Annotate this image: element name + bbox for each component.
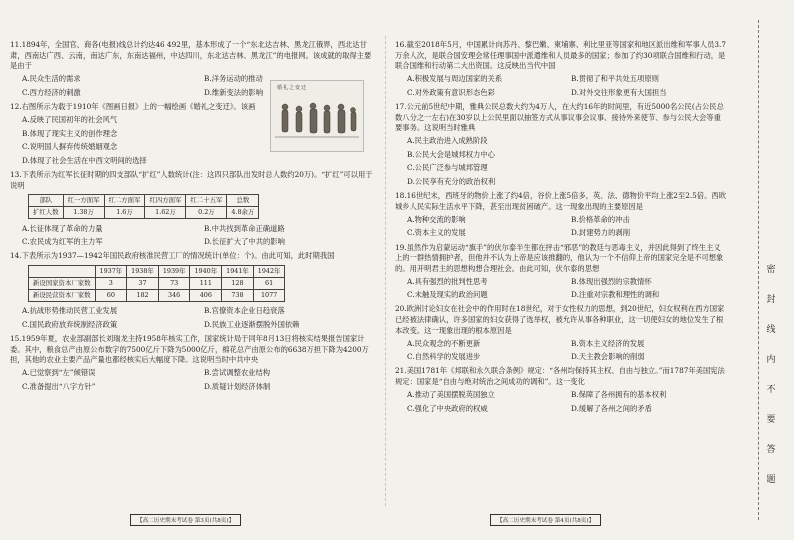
table-row	[29, 207, 259, 219]
option-b[interactable]: B.尝试调整农业结构	[204, 368, 271, 378]
table-cell: 1.62万	[145, 207, 186, 219]
option-c[interactable]: C.西方经济的刺激	[22, 87, 81, 97]
option-a[interactable]: A.民主政治进入成熟阶段	[407, 136, 488, 146]
army-recruitment-table	[28, 194, 259, 219]
table-header: 1937年	[95, 265, 127, 277]
option-d[interactable]: D.封建势力的剥削	[571, 228, 630, 238]
option-a[interactable]: A.物种交流的影响	[407, 214, 466, 224]
option-d[interactable]: D.长征扩大了中共的影响	[204, 237, 285, 247]
option-d[interactable]: D.质疑计划经济体制	[204, 381, 271, 391]
option-c[interactable]: C.农民成为红军的主力军	[22, 237, 103, 247]
option-c[interactable]: C.资本主义的发展	[407, 228, 466, 238]
table-row	[29, 277, 285, 289]
question-stem: 15.1959年夏，农业部副部长刘瑞龙主持1958年核实工作，国家统计局于同年8月13日将核实结果报告国家计委。其中，粮食总产由原公布数字的7500亿斤下降为5000亿斤，棉花总产由原公布的6638万担下降为4200万担，其他的农业主要产品产量也都经核实后大幅度下降。这说明当时中共中央	[10, 334, 369, 365]
table-cell: 1.38万	[63, 207, 104, 219]
table-header: 1942年	[253, 265, 285, 277]
page-footer-left: 【高二历史期末考试卷 第3页(共8页)】	[130, 514, 241, 526]
table-header	[29, 265, 96, 277]
seal-word: 题	[766, 475, 776, 485]
table-cell: 128	[222, 277, 254, 289]
table-cell: 73	[158, 277, 190, 289]
option-b[interactable]: B.中共找到革命正确道路	[204, 223, 285, 233]
question-stem: 21.美国1781年《邦联和永久联合条例》规定：“各州均保持其主权、自由与独立。”而1787年美国宪法规定：国家是“自由与绝对统治之间成功的调和”。这一变化	[395, 366, 725, 387]
table-cell: 182	[127, 289, 159, 301]
table-header: 红一方面军	[63, 195, 104, 207]
option-d[interactable]: D.注重对宗教和理性的调和	[571, 290, 660, 300]
option-c[interactable]: C.强化了中央政府的权威	[407, 403, 488, 413]
illustration-caption: 婚礼之变迁	[277, 85, 308, 91]
option-d[interactable]: D.公民享有充分的政治权利	[407, 177, 496, 187]
page-footer-right: 【高二历史期末考试卷 第4页(共8页)】	[490, 514, 601, 526]
question-21	[395, 366, 727, 415]
option-a[interactable]: A.反映了民国初年的社会风气	[22, 115, 118, 125]
table-header: 1940年	[190, 265, 222, 277]
option-a[interactable]: A.抗战形势推动民营工业发展	[22, 306, 118, 316]
table-header: 1941年	[222, 265, 254, 277]
table-cell: 37	[127, 277, 159, 289]
table-cell: 新设国家资本厂家数	[29, 277, 96, 289]
seal-dashed-line	[758, 20, 759, 520]
table-row	[29, 289, 285, 301]
option-b[interactable]: B.体现出强烈的宗教情怀	[571, 276, 652, 286]
option-c[interactable]: C.自然科学的发展进步	[407, 352, 481, 362]
seal-word: 要	[766, 415, 776, 425]
question-stem: 13.下表所示为红军长征时期的四支部队“扩红”人数统计(注：这四只部队出发时总人数约20万)。“扩红”可以用于说明	[10, 169, 373, 190]
seal-word: 密	[766, 265, 776, 275]
table-header: 1939年	[158, 265, 190, 277]
table-cell: 扩红人数	[29, 207, 64, 219]
table-cell: 61	[253, 277, 285, 289]
table-cell: 60	[95, 289, 127, 301]
question-18	[395, 191, 727, 240]
option-b[interactable]: B.官僚资本企业日趋衰落	[204, 306, 285, 316]
seal-word: 线	[766, 325, 776, 335]
option-b[interactable]: B.资本主义经济的发展	[571, 338, 645, 348]
table-cell: 0.2万	[186, 207, 227, 219]
option-c[interactable]: C.未触及现实的政治问题	[407, 290, 488, 300]
question-stem: 18.16世纪末，西班牙的物价上涨了约4倍，谷价上涨5倍多，英、法、德物价平均上涨2至2.5倍。西欧城乡人民实际生活水平下降，甚至出现贫困破产。这一现象出现的主要原因是	[395, 191, 726, 211]
question-14	[10, 251, 378, 332]
option-b[interactable]: B.洋务运动的推动	[204, 74, 263, 84]
option-a[interactable]: A.积极发展与周边国家的关系	[407, 74, 503, 84]
wedding-illustration	[270, 80, 364, 152]
option-b[interactable]: B.价格革命的冲击	[571, 214, 630, 224]
question-17	[395, 102, 727, 189]
option-d[interactable]: D.维新变法的影响	[204, 87, 263, 97]
seal-word: 内	[766, 355, 776, 365]
table-header: 红二方面军	[104, 195, 145, 207]
option-c[interactable]: C.公民广泛参与城邦管理	[407, 163, 488, 173]
option-d[interactable]: D.对外交往形象更有大国担当	[571, 87, 667, 97]
question-stem: 19.虽然作为启蒙运动“旗手”的伏尔泰半生都在抨击“邪恶”的教廷与恶毒主义，并因此得到了终生主义上的一群热情拥护者，但他并不认为上帝是应该推翻的，他认为一个不信仰上帝的国家完全是不可想象的。用开明君主的思想构想合理社会。由此可知，伏尔泰的思想	[395, 242, 724, 273]
question-16	[395, 40, 727, 100]
question-stem: 17.公元前5世纪中期，雅典公民总数大约为4万人，在大约16年的时间里，有近5000名公民(占公民总数八分之一左右)在30岁以上公民里面以抽签方式从事议事会议事、接待外来使节、参与公民大会等重要事务。这说明当时雅典	[395, 101, 724, 133]
option-b[interactable]: B.公民大会是城邦权力中心	[407, 149, 495, 159]
option-c[interactable]: C.国民政府放弃统制经济政策	[22, 320, 118, 329]
question-19	[395, 243, 727, 303]
option-a[interactable]: A.已觉察到“左”倾错误	[22, 368, 96, 378]
option-b[interactable]: B.贯彻了和平共处五项原则	[571, 74, 659, 84]
option-d[interactable]: D.缓解了各州之间的矛盾	[571, 403, 652, 413]
right-column	[395, 40, 727, 418]
option-d[interactable]: D.民族工业逐渐摆脱外国依赖	[204, 320, 300, 329]
option-c[interactable]: C.对外政策有意识形态色彩	[407, 87, 495, 97]
question-20	[395, 304, 727, 364]
option-b[interactable]: B.体现了现实主义的创作理念	[22, 128, 118, 138]
seal-word: 封	[766, 295, 776, 305]
option-b[interactable]: B.保障了各州拥有的基本权利	[571, 390, 667, 400]
factory-table	[28, 265, 285, 302]
table-cell: 111	[190, 277, 222, 289]
table-header: 总数	[227, 195, 259, 207]
question-stem: 16.截至2018年5月，中国累计向苏丹、黎巴嫩、柬埔寨、利比里亚等国家和地区派出维和军事人员3.7万余人次，是联合国安理会常任理事国中派遣维和人员最多的国家；参加了约30项联合国维和行动，是联合国维和行动第二大出资国。这反映出当代中国	[395, 40, 726, 71]
option-d[interactable]: D.体现了社会生活在中西文明间的选择	[22, 155, 147, 165]
option-a[interactable]: A.民众生活的需求	[22, 74, 81, 84]
question-15	[10, 334, 378, 394]
seal-line-margin	[744, 0, 794, 540]
table-cell: 1077	[253, 289, 285, 301]
option-d[interactable]: D.天主教会影响的削弱	[571, 352, 645, 362]
seal-word: 答	[766, 445, 776, 455]
option-a[interactable]: A.民众观念的不断更新	[407, 338, 481, 348]
question-stem: 14.下表所示为1937—1942年国民政府核准民营工厂的情况统计(单位：个)。由此可知，此时期我国	[10, 251, 335, 261]
table-header: 红四方面军	[145, 195, 186, 207]
wedding-figures-icon	[271, 81, 363, 151]
question-stem: 12.右图所示为载于1910年《图画日报》上的一幅绘画《婚礼之变迁》。该画	[10, 101, 256, 111]
option-a[interactable]: A.长征体现了革命的力量	[22, 223, 103, 233]
column-divider	[385, 36, 386, 506]
option-a[interactable]: A.推动了美国摆脱英国独立	[407, 390, 495, 400]
table-cell: 406	[190, 289, 222, 301]
table-header: 1938年	[127, 265, 159, 277]
table-header: 红二十五军	[186, 195, 227, 207]
option-a[interactable]: A.具有强烈的批判性思考	[407, 276, 488, 286]
question-stem: 20.欧洲讨论妇女在社会中的作用时在18世纪，对于女性权力的思想，到20世纪，妇女权利在西方国家已经被法律确认，许多国家的妇女获得了选举权，被允许从事各种职业，这一切使妇女的地位发生了根本改变。这一现象出现的根本原因是	[395, 304, 725, 335]
table-header: 部队	[29, 195, 64, 207]
table-cell: 738	[222, 289, 254, 301]
option-c[interactable]: C.准备提出“八字方针”	[22, 381, 96, 391]
question-stem: 11.1894年，全国官、商各(电报)线总计约达46 492里，基本形成了一个“东北达吉林、黑龙江俄界，西北达甘肃，西南达广西、云南，南达广东，东南达福州，中达四川，东北达吉林、黑龙江”的电报网。该成就的取得主要是由于	[10, 40, 372, 71]
table-cell: 1.6万	[104, 207, 145, 219]
table-cell: 4.8余万	[227, 207, 259, 219]
question-12	[10, 102, 265, 168]
table-cell: 3	[95, 277, 127, 289]
table-cell: 新设民营资本厂家数	[29, 289, 96, 301]
table-cell: 346	[158, 289, 190, 301]
option-c[interactable]: C.说明国人摒弃传统婚姻观念	[22, 142, 118, 152]
question-13	[10, 170, 378, 249]
seal-word: 不	[766, 385, 776, 395]
